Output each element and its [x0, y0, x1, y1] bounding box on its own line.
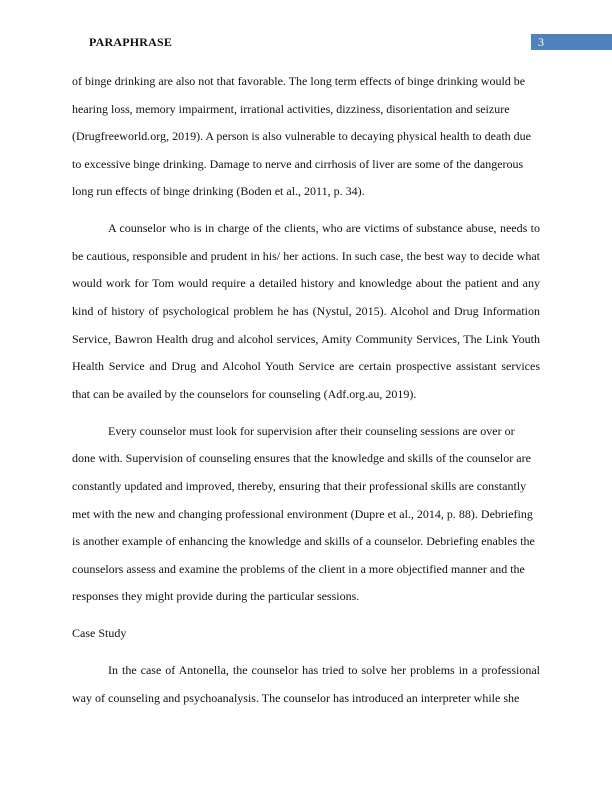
- paragraph-counselor-role: A counselor who is in charge of the clients, who are victims of substance abuse, needs to be cautious, responsible and prudent in his/ her actions. In such case, the best way to decide what would work for Tom would require a detailed history and knowledge about the patient and any kind of history of psychological problem he has (Nystul, 2015). Alcohol and Drug Information Service, Bawron Health drug and alcohol services, Amity Community Services, The Link Youth Health Service and Drug and Alcohol Youth Service are certain prospective assistant services that can be availed by the counselors for counseling (Adf.org.au, 2019).: [72, 221, 540, 401]
- paragraph-supervision: Every counselor must look for supervision after their counseling sessions are over or done with. Supervision of counseling ensures that the knowledge and skills of the counselor are constantly updated and improved, thereby, ensuring that their professional skills are constantly met with the new and changing professional environment (Dupre et al., 2014, p. 88). Debriefing is another example of enhancing the knowledge and skills of a counselor. Debriefing enables the counselors assess and examine the problems of the client in a more objectified manner and the responses they might provide during the particular sessions.: [72, 423, 535, 604]
- page-number: 3: [538, 35, 544, 49]
- page-number-badge: [531, 34, 612, 50]
- running-head: PARAPHRASE: [89, 35, 173, 49]
- body-text: [72, 68, 540, 722]
- section-heading: Case Study: [72, 626, 127, 641]
- paragraph-case-study: In the case of Antonella, the counselor has tried to solve her problems in a professional way of counseling and psychoanalysis. The counselor has introduced an interpreter while she: [72, 663, 540, 705]
- paragraph-continuation: of binge drinking are also not that favorable. The long term effects of binge drinking would be hearing loss, memory impairment, irrational activities, dizziness, disorientation and seizure (Drugfreeworld.org, 2019). A person is also vulnerable to decaying physical health to death due to excessive binge drinking. Damage to nerve and cirrhosis of liver are some of the dangerous long run effects of binge drinking (Boden et al., 2011, p. 34).: [72, 74, 531, 199]
